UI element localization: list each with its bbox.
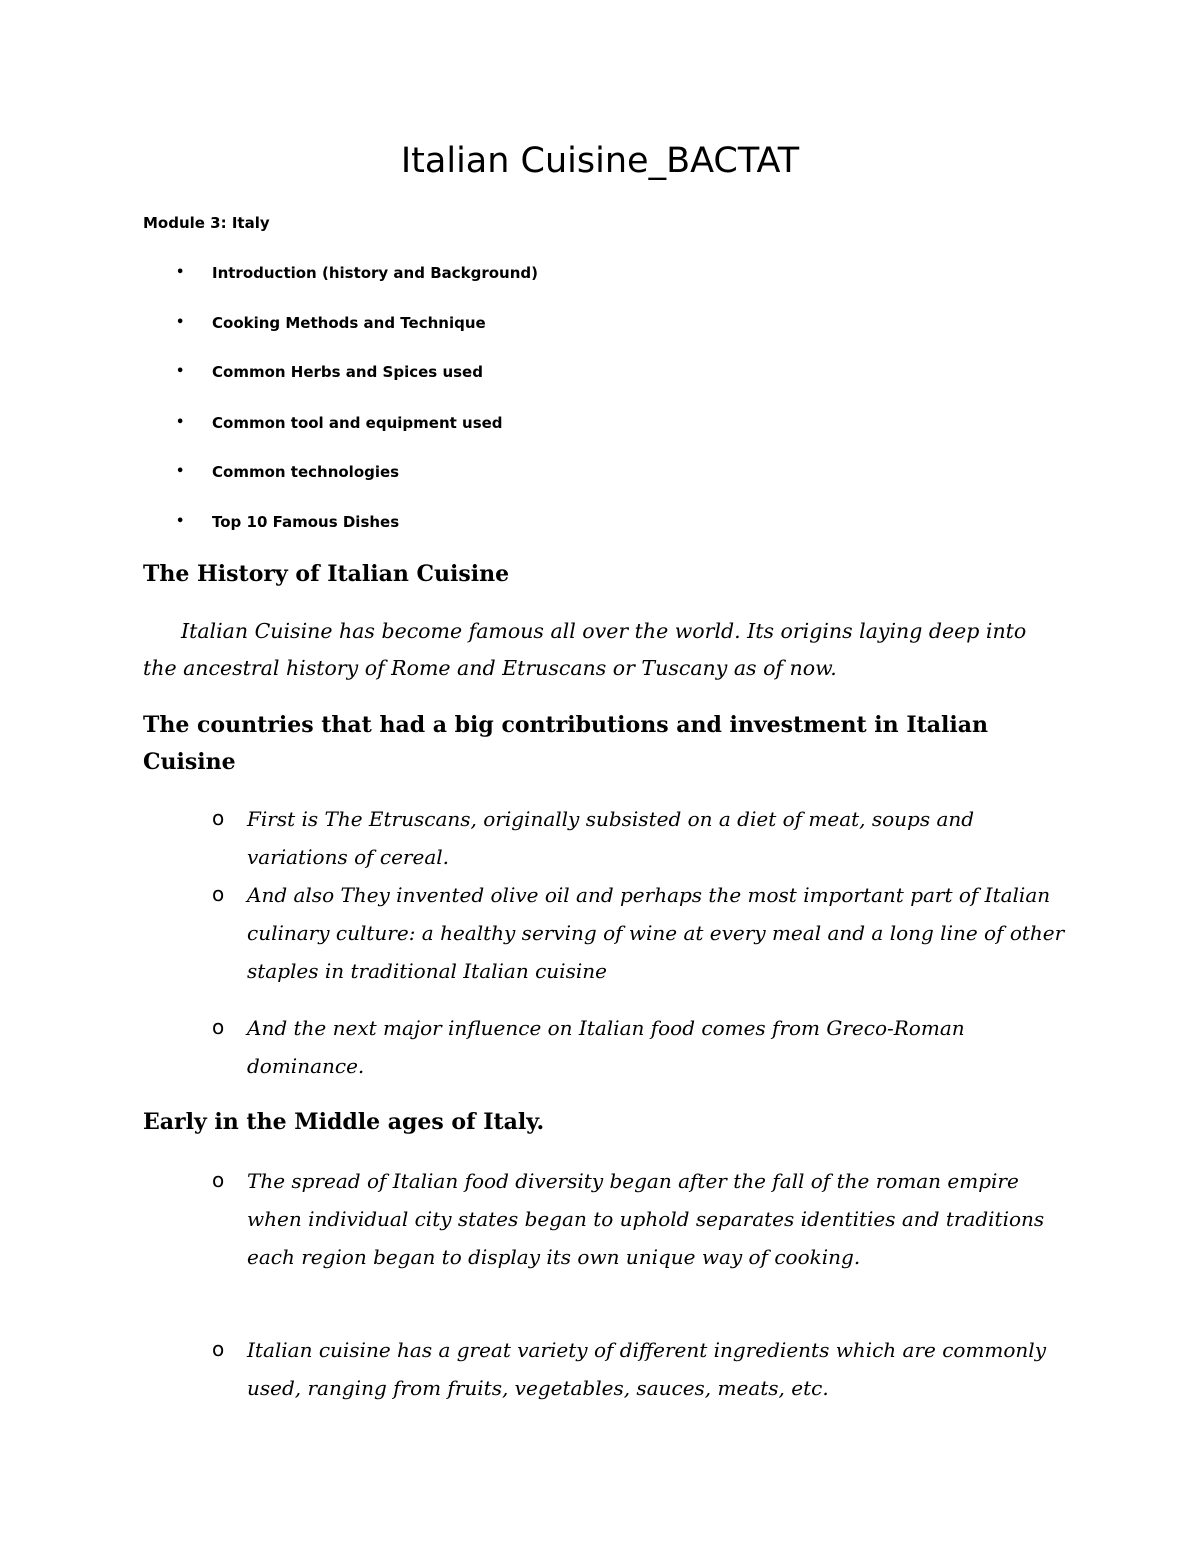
bullet-icon: • (176, 464, 185, 479)
topic-text: Common tool and equipment used (212, 414, 503, 432)
circle-bullet-icon: o (212, 1015, 225, 1039)
bullet-icon: • (176, 265, 185, 280)
section-heading-history: The History of Italian Cuisine (143, 561, 510, 587)
bullet-icon: • (176, 514, 185, 529)
circle-bullet-icon: o (212, 806, 225, 830)
list-item-text: And also They invented olive oil and perhaps the most important part of Italian culinary culture: a healthy serving of wine at every meal and a long line of other staples in traditional Italian cuisine (247, 883, 1065, 983)
topic-text: Common Herbs and Spices used (212, 363, 483, 381)
topic-text: Cooking Methods and Technique (212, 314, 486, 332)
topic-text: Common technologies (212, 463, 400, 481)
section-heading-middle-ages: Early in the Middle ages of Italy. (143, 1109, 545, 1135)
circle-bullet-icon: o (212, 1168, 225, 1192)
circle-bullet-icon: o (212, 1337, 225, 1361)
section-heading-contributions: The countries that had a big contributions and investment in Italian Cuisine (143, 712, 988, 775)
topic-text: Introduction (history and Background) (212, 264, 539, 282)
list-item-text: And the next major influence on Italian food comes from Greco-Roman dominance. (247, 1016, 965, 1078)
list-item-text: Italian cuisine has a great variety of different ingredients which are commonly used, ranging from fruits, vegetables, sauces, meats, etc. (247, 1338, 1046, 1400)
bullet-icon: • (176, 364, 185, 379)
bullet-icon: • (176, 415, 185, 430)
circle-bullet-icon: o (212, 882, 225, 906)
bullet-icon: • (176, 315, 185, 330)
list-item-text: First is The Etruscans, originally subsisted on a diet of meat, soups and variations of cereal. (247, 807, 975, 869)
history-paragraph: Italian Cuisine has become famous all over the world. Its origins laying deep into the ancestral history of Rome and Etruscans or Tuscany as of now. (143, 619, 1027, 680)
topic-text: Top 10 Famous Dishes (212, 513, 400, 531)
document-title: Italian Cuisine_BACTAT (400, 141, 800, 181)
module-label: Module 3: Italy (143, 214, 270, 232)
list-item-text: The spread of Italian food diversity began after the fall of the roman empire when individual city states began to uphold separates identities and traditions each region began to display its own unique way of cooking. (247, 1169, 1045, 1269)
